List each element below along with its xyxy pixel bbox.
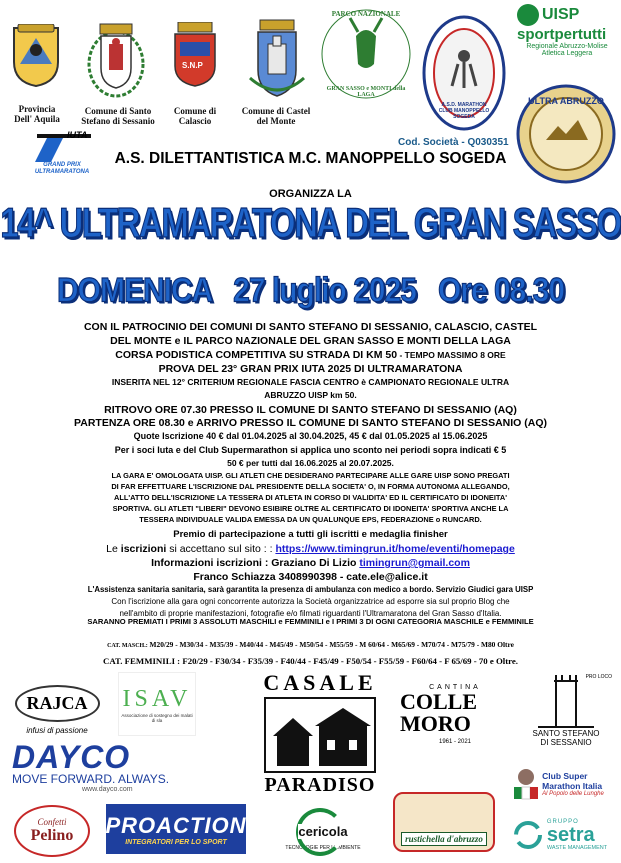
provincia-crest [10, 24, 62, 88]
club-name: Club Super Marathon Italia [542, 771, 603, 791]
club-sub: Al Popolo delle Lunghe [542, 791, 604, 797]
dayco-name: DAYCO [12, 738, 131, 775]
gara-line-3: ALL'ATTO DELL'ISCRIZIONE LA TESSERA DI ATLETA IN CORSO DI VALIDITA' ED IL CERTIFICATO DI IDONEITA' [114, 493, 507, 502]
cericola-logo [268, 806, 378, 860]
santo-stefano-caption: Comune di Santo Stefano di Sessanio [81, 106, 155, 126]
dayco-logo [12, 738, 192, 796]
quote-line: Quote Iscrizione 40 € dal 01.04.2025 al 30.04.2025, 45 € dal 01.05.2025 al 15.06.2025 [133, 431, 488, 441]
rajca-sub: infusi di passione [26, 726, 88, 735]
cat-femminili-line: CAT. FEMMINILI : F20/29 - F30/34 - F35/39 - F40/44 - F45/49 - F50/54 - F55/59 - F60/64 - F 65/69 - 70 e Oltre. [102, 656, 519, 666]
casale-building-icon [263, 696, 377, 774]
italy-flag-icon [514, 767, 538, 801]
confetti-pelino-logo [12, 804, 92, 858]
grand-prix-text: GRAND PRIX ULTRAMARATONA [34, 162, 90, 175]
info-prefix: Informazioni iscrizioni : Graziano Di Lizio [151, 557, 360, 569]
ultra-abruzzo-logo [516, 84, 616, 184]
parco-nazionale-logo [318, 6, 414, 102]
partenza-line: PARTENZA ORE 08.30 e ARRIVO PRESSO IL COMUNE DI SANTO STEFANO DI SESSANIO (AQ) [74, 417, 547, 429]
castel-del-monte-caption: Comune di Castel del Monte [241, 106, 311, 126]
patrocinio-line-1: CON IL PATROCINIO DEI COMUNI DI SANTO STEFANO DI SESSANIO, CALASCIO, CASTEL [83, 321, 538, 333]
premio-line: Premio di partecipazione a tutti gli iscritti e medaglia finisher [173, 529, 448, 540]
casale-paradiso-logo [258, 670, 382, 806]
casale-bottom: PARADISO [264, 774, 376, 796]
iscrizioni-mid: si accettano sul sito : : [166, 543, 276, 555]
parco-text-bottom: GRAN SASSO e MONTI della LAGA [326, 86, 406, 98]
cod-societa: Cod. Società - Q030351 [398, 137, 509, 148]
parco-text-top: PARCO NAZIONALE [331, 10, 401, 18]
santo-stefano-crest [85, 18, 147, 102]
pro-loco-santo-stefano-logo [516, 666, 616, 756]
confetti-name: Pelino [30, 827, 74, 844]
asd-title: A.S. DILETTANTISTICA M.C. MANOPPELLO SOGEDA [114, 150, 507, 167]
gara-line-1: LA GARA E' OMOLOGATA UISP. GLI ATLETI CHE DESIDERANO PARTECIPARE ALLE GARE UISP SONO PREGATI [111, 471, 510, 480]
colle-name: COLLE MORO [400, 688, 478, 736]
iscrizioni-bold: iscrizioni [120, 543, 167, 555]
assistenza-line-2: Con l'iscrizione alla gara ogni concorrente autorizza la Società organizzatrice ad esporre sia sul proprio Blog che [111, 597, 510, 606]
colle-years: 1961 - 2021 [438, 738, 472, 745]
inserita-line-2: ABRUZZO UISP km 50. [264, 390, 357, 400]
ultra-text: ULTRA ABRUZZO [528, 96, 604, 106]
asd-ring-text: A.S.D. MARATHON CLUB MANOPPELLO SOGEDA [438, 102, 490, 120]
rustichella-name: rustichella d'abruzzo [401, 832, 487, 846]
pro-loco-label: PRO LOCO [585, 674, 612, 680]
assistenza-line-3: nell'ambito di proprie manifestazioni, fotografie e/o filmati riguardanti l'Ultramaratona del Gran Sasso d'Italia. [119, 609, 502, 618]
proaction-logo [106, 804, 246, 854]
casale-top: CASALE [263, 670, 377, 695]
soci-line-1: Per i soci Iuta e del Club Supermarathon si applica uno sconto nei periodi sopra indicati € 5 [114, 445, 507, 455]
soci-line-2: 50 € per tutti dal 16.06.2025 al 20.07.2025. [227, 458, 394, 468]
confetti-top: Confetti [37, 817, 67, 827]
provincia-caption: Provincia Dell' Aquila [14, 104, 60, 124]
assistenza-line-1: L'Assistenza sanitaria sanitaria, sarà garantita la presenza di ambulanza con medico a bordo. Servizio Giudici gara UISP [87, 585, 534, 594]
corsa-line [0, 349, 621, 361]
proaction-sub: INTEGRATORI PER LO SPORT [125, 838, 227, 846]
gara-line-4: SPORTIVA. GLI ATLETI "LIBERI" DEVONO ESIBIRE OLTRE AL CERTIFICATO DI IDONEITA' SPORTIVA ANCHE LA [112, 504, 509, 513]
info-email-link[interactable]: timingrun@gmail.com [359, 557, 470, 569]
club-super-marathon-logo [502, 756, 616, 812]
rajca-name: RAJCA [15, 685, 100, 722]
uisp-sport: sportpertutti [517, 26, 607, 43]
inserita-line-1: INSERITA NEL 12° CRITERIUM REGIONALE FASCIA CENTRO è CAMPIONATO REGIONALE ULTRA [111, 377, 510, 387]
event-date: DOMENICA 27 luglio 2025 Ore 08.30 [56, 271, 565, 310]
castel-del-monte-crest [246, 18, 308, 102]
premiati-line: SARANNO PREMIATI I PRIMI 3 ASSOLUTI MASCHILI e FEMMINILI e I PRIMI 3 DI OGNI CATEGORIA MASCHILE e FEMMINILE [87, 617, 534, 626]
rustichella-logo [392, 790, 496, 854]
tower-icon [536, 675, 596, 729]
gara-line-2: DI FAR EFFETTUARE L'ISCRIZIONE DAL PRESIDENTE DELLA SOCIETA' O, IN FORMA AUTONOMA ALLEGANDO, [111, 482, 510, 491]
corsa-text: CORSA PODISTICA COMPETITIVA SU STRADA DI KM 50 [115, 349, 398, 361]
santo-stefano-sponsor: SANTO STEFANO DI SESSANIO [532, 729, 600, 747]
setra-gruppo: GRUPPO [546, 819, 579, 825]
uisp-logo [517, 4, 617, 57]
cat-maschi-line [0, 640, 621, 649]
isav-name: ISAV [122, 685, 192, 712]
isav-sub: Associazione di sostegno dei malati di sla [121, 712, 193, 723]
ritrovo-line: RITROVO ORE 07.30 PRESSO IL COMUNE DI SANTO STEFANO DI SESSANIO (AQ) [104, 404, 517, 416]
organizza-label: ORGANIZZA LA [269, 188, 352, 200]
isav-logo [118, 672, 196, 736]
uisp-region: Regionale Abruzzo-Molise Atletica Leggera [526, 43, 608, 57]
calascio-badge: S.N.P [182, 61, 203, 70]
calascio-caption: Comune di Calascio [173, 106, 217, 126]
iscrizioni-line [0, 543, 621, 555]
dayco-slogan: MOVE FORWARD. ALWAYS. [12, 771, 170, 786]
colle-moro-logo [400, 676, 510, 752]
patrocinio-line-2: DEL MONTE e IL PARCO NAZIONALE DEL GRAN SASSO E MONTI DELLA LAGA [110, 335, 511, 347]
iscrizioni-link[interactable]: https://www.timingrun.it/home/eventi/homepage [275, 543, 515, 555]
setra-name: setra [546, 824, 595, 846]
proaction-name: PROACTION [105, 812, 247, 838]
rajca-logo [18, 676, 96, 744]
franco-line: Franco Schiazza 3408990398 - cate.ele@alice.it [193, 571, 428, 583]
prova-line: PROVA DEL 23° GRAN PRIX IUTA 2025 DI ULTRAMARATONA [158, 363, 463, 375]
setra-logo [500, 810, 620, 860]
asd-marathon-club-logo [422, 14, 506, 132]
cericola-name: cericola [298, 823, 348, 839]
iuta-text: IUTA [67, 130, 88, 140]
setra-sub: WASTE MANAGEMENT [546, 845, 608, 851]
dayco-url: www.dayco.com [82, 785, 133, 793]
uisp-word: UISP [542, 6, 580, 23]
cat-maschi-label: CAT. MASCH.: [107, 643, 148, 649]
tempo-text: - TEMPO MASSIMO 8 ORE [397, 350, 506, 360]
setra-swirl-icon [513, 820, 543, 850]
event-title: 14^ ULTRAMARATONA DEL GRAN SASSO [0, 199, 621, 246]
calascio-crest [172, 22, 218, 88]
cat-maschi-values: M20/29 - M30/34 - M35/39 - M40/44 - M45/49 - M50/54 - M55/59 - M 60/64 - M65/69 - M70/74 - M75/79 - M80 Oltre [147, 640, 514, 649]
cericola-sub: TECNOLOGIE PER L'AMBIENTE [285, 844, 361, 851]
uisp-circle-icon [517, 4, 539, 26]
iscrizioni-prefix: Le [106, 543, 121, 555]
colle-cantina: CANTINA [429, 683, 481, 691]
info-line [0, 557, 621, 569]
gara-line-5: TESSERA INDIVIDUALE VALIDA EMESSA DA UN QUALUNQUE EPS, FEDERAZIONE o RUNCARD. [139, 515, 482, 524]
